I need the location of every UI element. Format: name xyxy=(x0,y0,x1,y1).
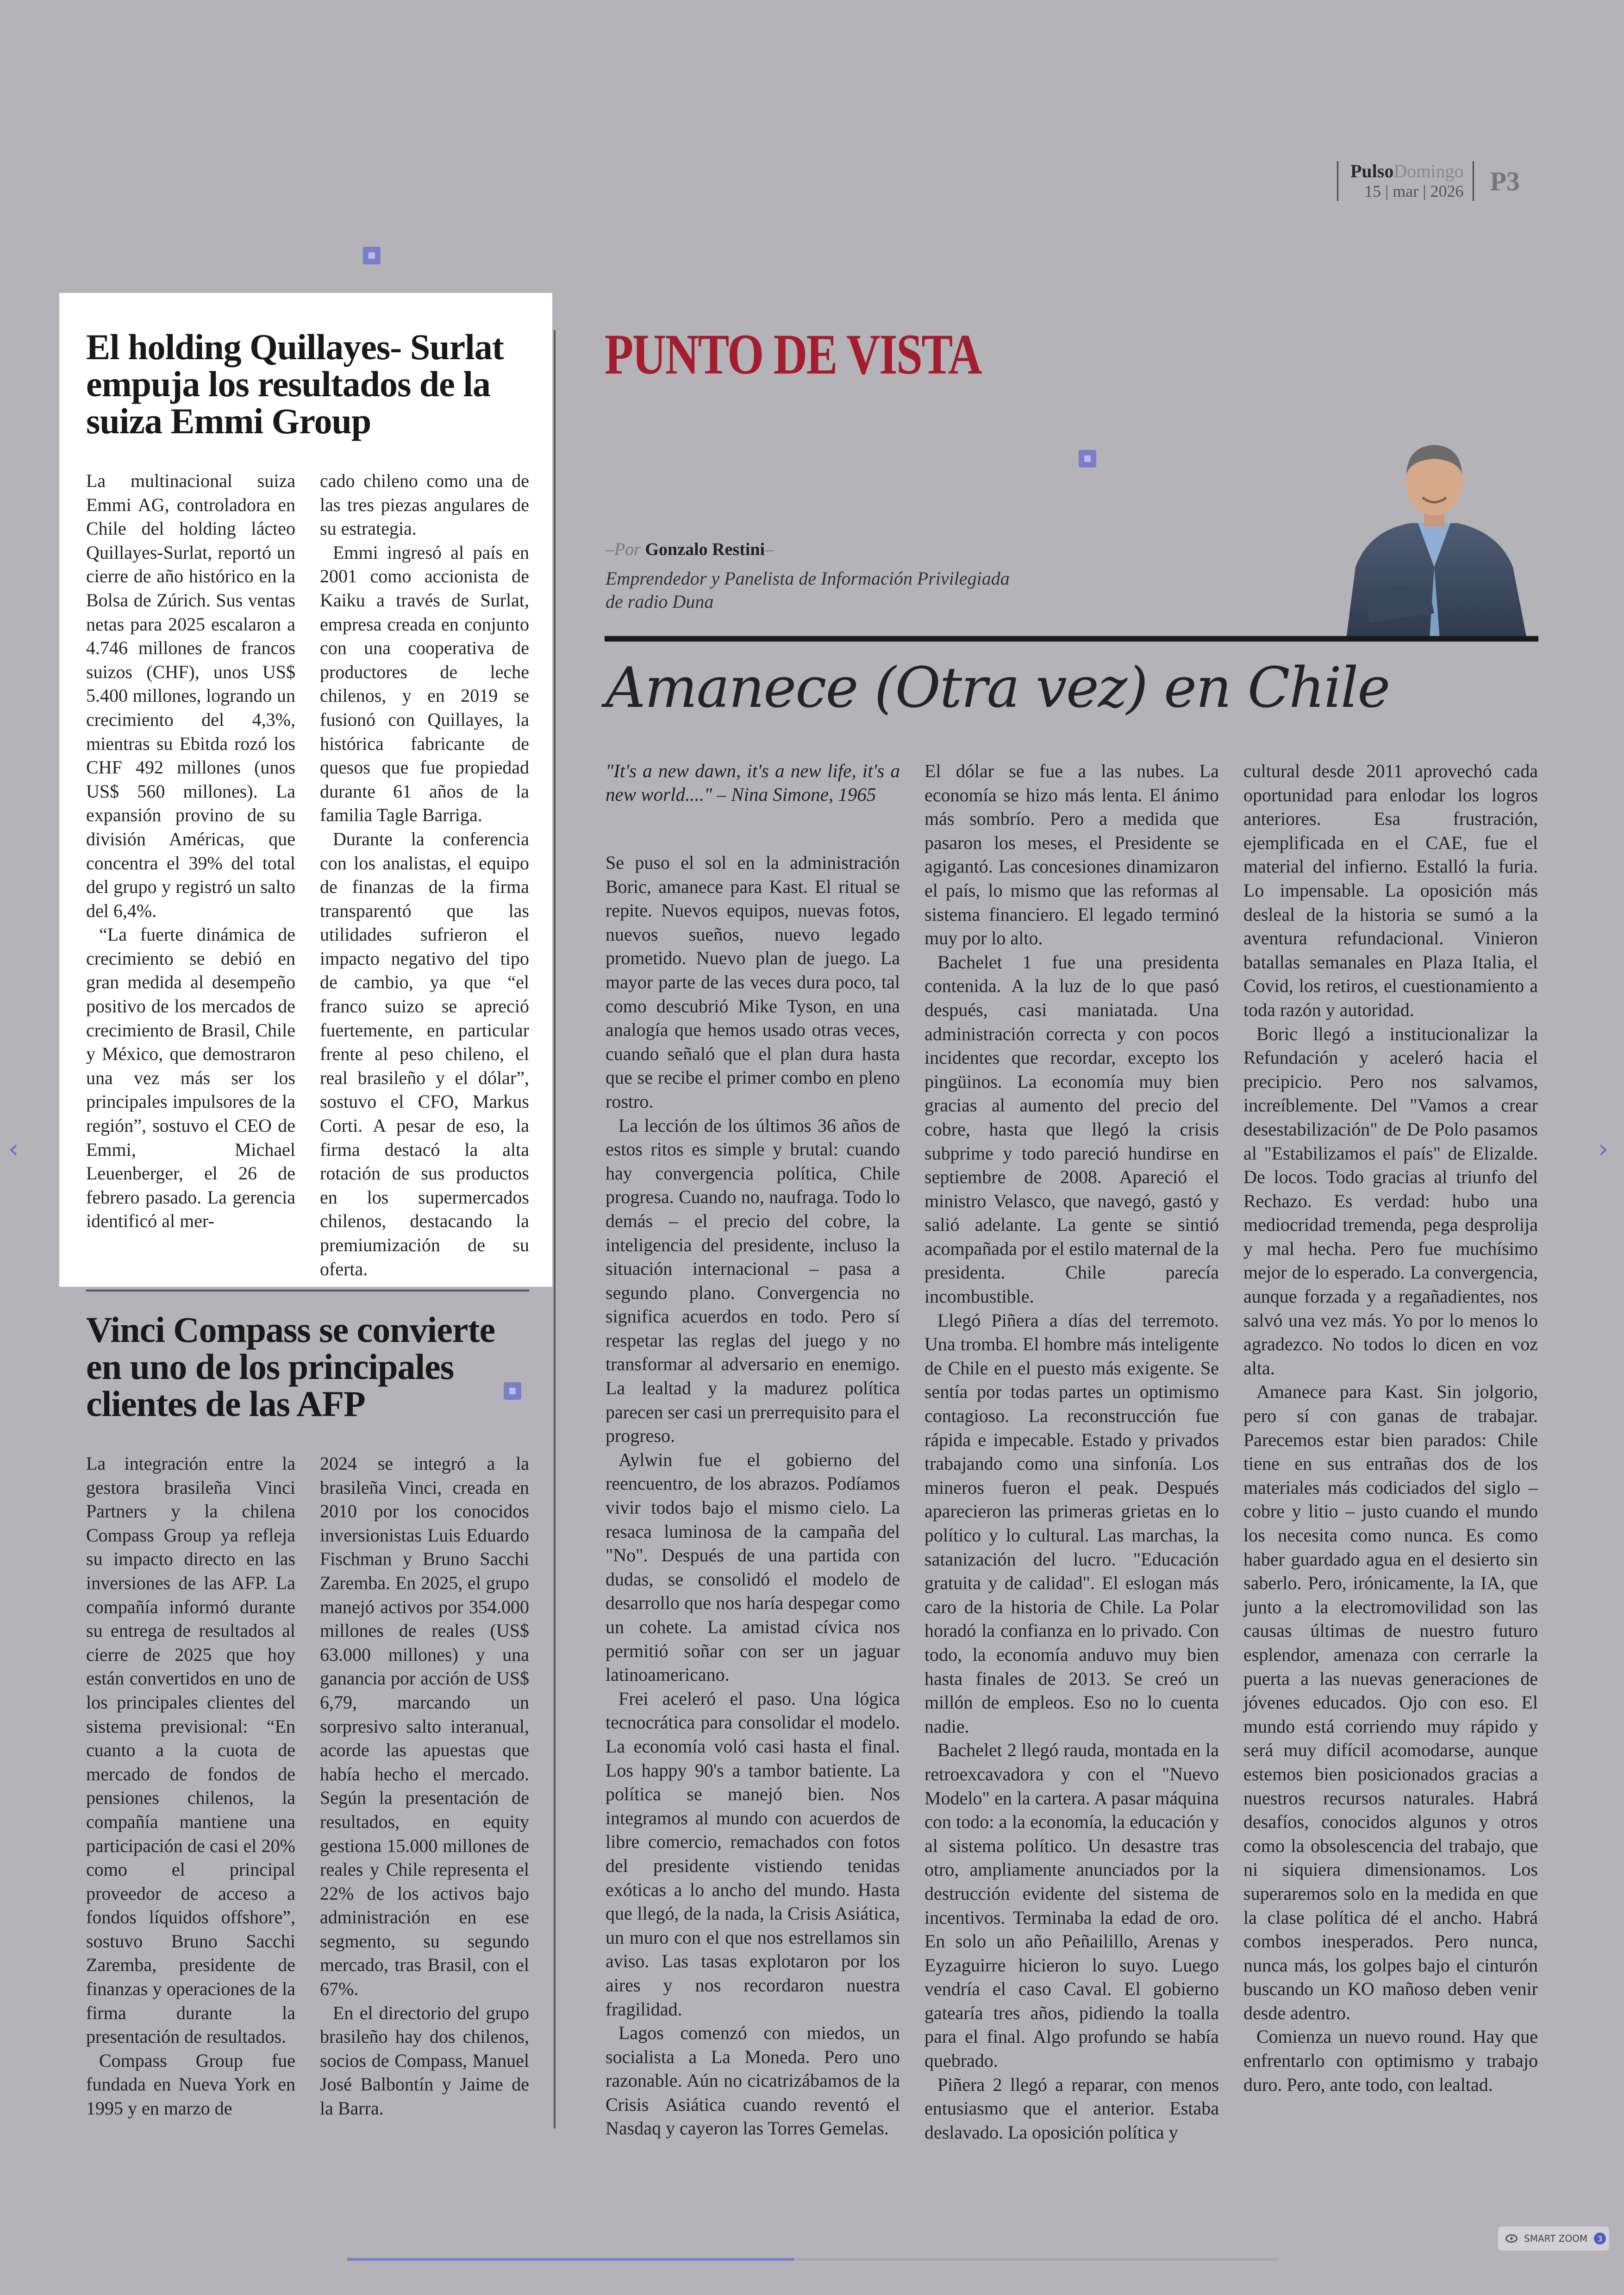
paragraph: Lagos comenzó con miedos, un socialista a La Moneda. Pero uno razonable. Aún no cicatrizábamos de la Crisis Asiática cuando reventó el Nasdaq y cayeron las Torres Gemelas. xyxy=(606,2022,900,2139)
paragraph: Piñera 2 llegó a reparar, con menos entusiasmo que el anterior. Estaba deslavado. La oposición política y xyxy=(924,2074,1219,2143)
divider xyxy=(86,1290,529,1291)
author-name: Gonzalo Restini xyxy=(645,540,765,559)
section-title: PUNTO DE VISTA xyxy=(605,323,981,386)
issue-date: 15 | mar | 2026 xyxy=(1364,182,1464,200)
article-column xyxy=(320,1452,529,2127)
paragraph: La multinacional suiza Emmi AG, controladora en Chile del holding lácteo Quillayes-Surlat, reportó un cierre de año histórico en la Bolsa de Zúrich. Sus ventas netas para 2025 escalaron a 4.746 millones de francos suizos (CHF), unos US$ 5.400 millones, logrando un crecimiento del 4,3%, mientras su Ebitda rozó los CHF 492 millones (unos US$ 560 millones). La expansión provino de su división Américas, que concentra el 39% del total del grupo y registró un salto del 6,4%. xyxy=(86,470,295,921)
divider xyxy=(605,636,1538,642)
article-title: Vinci Compass se convierte en uno de los principales clientes de las AFP xyxy=(86,1310,495,1424)
paragraph: Bachelet 1 fue una presidenta contenida. A la luz de lo que pasó después, casi maniatada. Una administración correcta y con pocos incidentes que recordar, excepto los pingüinos. La economía muy bien gracias al aumento del precio del cobre, hasta que llegó la crisis subprime y todo pareció hundirse en septiembre de 2008. Apareció el ministro Velasco, que navegó, gastó y salió adelante. La gente se sintió acompañada por el estilo maternal de la presidenta. Chile parecía incombustible. xyxy=(924,951,1219,1307)
paragraph: El dólar se fue a las nubes. La economía se hizo más lenta. El ánimo más sombrío. Pero a medida que pasaron los meses, el Presidente se agigantó. Las concesiones dinamizaron el país, lo mismo que las reformas al sistema financiero. El legado terminó muy por lo alto. xyxy=(924,761,1219,949)
article-column xyxy=(924,759,1219,2143)
article-column xyxy=(1243,759,1538,2129)
hotspot-marker[interactable] xyxy=(1079,450,1096,468)
article-title: El holding Quillayes- Surlat empuja los resultados de la suiza Emmi Group xyxy=(86,327,504,441)
smart-zoom-button[interactable] xyxy=(1498,2226,1609,2251)
article-body xyxy=(86,469,529,1279)
paragraph: Comienza un nuevo round. Hay que enfrentarlo con optimismo y trabajo duro. Pero, ante todo, con lealtad. xyxy=(1243,2026,1538,2095)
paragraph: La lección de los últimos 36 años de estos ritos es simple y brutal: cuando hay convergencia política, Chile progresa. Cuando no, naufraga. Todo lo demás – el precio del cobre, la inteligencia del presidente, incluso la situación internacional – pasa a segundo plano. Convergencia no significa acuerdos en todo. Pero sí respetar las reglas del juego y no transformar al adversario en enemigo. La lealtad y la madurez política parecen ser casi un prerrequisito para el progreso. xyxy=(606,1115,900,1447)
paragraph: Emmi ingresó al país en 2001 como accionista de Kaiku a través de Surlat, empresa creada en conjunto con una cooperativa de productores de leche chilenos, y en 2019 se fusionó con Quillayes, la histórica fabricante de quesos que fue propiedad durante 61 años de la familia Tagle Barriga. xyxy=(320,542,529,826)
paragraph: Amanece para Kast. Sin jolgorio, pero sí con ganas de trabajar. Parecemos estar bien parados: Chile tiene en sus entrañas dos de los materiales más codiciados del siglo – cobre y litio – justo cuando el mundo los necesita como nunca. Es como haber guardado agua en el desierto sin saberlo. Pero, irónicamente, la IA, que junto a la electromovilidad son las causas últimas de nuestro futuro esplendor, amenaza con cerrarle la puerta a las nuevas generaciones de jóvenes educados. Ojo con eso. El mundo está corriendo muy rápido y será muy difícil acomodarse, aunque estemos bien posicionados gracias a nuestros recursos naturales. Habrá desafíos, conocidos algunos y otros como la obsolescencia del trabajo, que ni siquiera dimensionamos. Los superaremos solo en la medida en que la clase política dé el ancho. Habrá combos inesperados. Pero nunca, nunca más, los golpes bajo el cinturón buscando un KO mañoso deben venir desde adentro. xyxy=(1243,1381,1538,2023)
paragraph: 2024 se integró a la brasileña Vinci, creada en 2010 por los conocidos inversionistas Luis Eduardo Fischman y Bruno Sacchi Zaremba. En 2025, el grupo manejó activos por 354.000 millones de reales (US$ 63.000 millones) y una ganancia por acción de US$ 6,79, marcando un sorpresivo salto interanual, acorde las apuestas que había hecho el mercado. Según la presentación de resultados, en equity gestiona 15.000 millones de reales y Chile representa el 22% de los activos bajo administración en ese segmento, su segundo mercado, tras Brasil, con el 67%. xyxy=(320,1453,529,2000)
author-role: Emprendedor y Panelista de Información Privilegiada de radio Duna xyxy=(606,568,1010,612)
article-column xyxy=(86,1452,295,2127)
article-body xyxy=(86,1452,529,2127)
paragraph: cultural desde 2011 aprovechó cada oportunidad para enlodar los logros anteriores. Esa frustración, ejemplificada en el CAE, fue el material del infierno. Estalló la furia. Lo impensable. La oposición más desleal de la historia se sumó a la aventura refundacional. Vinieron batallas semanales en Plaza Italia, el Covid, los retiros, el cuestionamiento a toda razón y autoridad. xyxy=(1243,761,1538,1020)
smart-zoom-count: 3 xyxy=(1594,2233,1606,2245)
article-column xyxy=(86,469,295,1265)
chevron-left-icon[interactable]: ‹ xyxy=(8,1134,19,1164)
chevron-right-icon[interactable]: › xyxy=(1598,1134,1609,1164)
article-column xyxy=(320,469,529,1279)
paragraph: Durante la conferencia con los analistas, el equipo de finanzas de la firma transparentó que las utilidades sufrieron el impacto negativo del tipo de cambio, ya que “el franco suizo se apreció fuertemente, en particular frente al peso chileno, el real brasileño y el dólar”, sostuvo el CFO, Markus Corti. A pesar de eso, la firma destacó la alta rotación de sus productos en los supermercados chilenos, destacando la premiumización de su oferta. xyxy=(320,828,529,1279)
page-info xyxy=(1337,160,1520,202)
paragraph: “La fuerte dinámica de crecimiento se debió en gran medida al desempeño positivo de los mercados de crecimiento de Brasil, Chile y México, que demostraron una vez más ser los principales impulsores de la región”, sostuvo el CEO de Emmi, Michael Leuenberger, el 26 de febrero pasado. La gerencia identificó al mer- xyxy=(86,924,295,1232)
paragraph: Aylwin fue el gobierno del reencuentro, de los abrazos. Podíamos vivir todos bajo el mismo cielo. La resaca luminosa de la campaña del "No". Después de una partida con dudas, se consolidó el modelo de desarrollo que nos haría despegar como un cohete. La amistad cívica nos permitió soñar con ser un jaguar latinoamericano. xyxy=(606,1449,900,1685)
paragraph: cado chileno como una de las tres piezas angulares de su estrategia. xyxy=(320,470,529,539)
epigraph: "It's a new dawn, it's a new life, it's a new world...." – Nina Simone, 1965 xyxy=(606,760,900,805)
paragraph: Se puso el sol en la administración Boric, amanece para Kast. El ritual se repite. Nuevos equipos, nuevas fotos, nuevos sueños, nuevo legado prometido. Nuevo plan de juego. La mayor parte de las veces dura poco, tal como descubrió Mike Tyson, en una analogía que hemos usado otras veces, cuando señaló que el plan dura hasta que se recibe el primer combo en pleno rostro. xyxy=(606,852,900,1112)
paragraph: Boric llegó a institucionalizar la Refundación y aceleró hacia el precipicio. Pero nos salvamos, increíblemente. Del "Vamos a crear desestabilización" de De Polo pasamos al "Estabilizamos el país" de Elizalde. De locos. Todo gracias al triunfo del Rechazo. Es verdad: hubo una mediocridad tremenda, pega desprolija y mal hecha. Pero fue muchísimo mejor de lo esperado. La convergencia, aunque forzada y a regañadientes, nos salvó una vez más. Yo por lo menos lo agradezco. No todos lo dicen en voz alta. xyxy=(1243,1023,1538,1378)
page-progress-fill xyxy=(347,2258,794,2261)
paragraph: Compass Group fue fundada en Nueva York en 1995 y en marzo de xyxy=(86,2050,295,2119)
paragraph: La integración entre la gestora brasileña Vinci Partners y la chilena Compass Group ya refleja su impacto directo en las inversiones de las AFP. La compañía informó durante su entrega de resultados al cierre de 2025 que hoy están convertidos en uno de los principales clientes del sistema previsional: “En cuanto a la cuota de mercado de fondos de pensiones chilenos, la compañía mantiene una participación de casi el 20% como el principal proveedor de acceso a fondos líquidos offshore”, sostuvo Bruno Sacchi Zaremba, presidente de finanzas y operaciones de la firma durante la presentación de resultados. xyxy=(86,1453,295,2047)
eye-icon xyxy=(1505,2234,1518,2243)
hotspot-marker[interactable] xyxy=(363,247,381,264)
opinion-body xyxy=(606,759,1538,2143)
smart-zoom-label: SMART ZOOM xyxy=(1524,2233,1588,2244)
paragraph: Frei aceleró el paso. Una lógica tecnocrática para consolidar el modelo. La economía voló casi hasta el final. Los happy 90's a tambor batiente. La política se manejó bien. Nos integramos al mundo con acuerdos de libre comercio, remachados con fotos del presidente vistiendo tenidas exóticas a lo ancho del mundo. Hasta que llegó, de la nada, la Crisis Asiática, un muro con el que nos estrellamos sin aviso. Las tasas explotaron por los aires y nos recordaron nuestra fragilidad. xyxy=(606,1688,900,2020)
paragraph: En el directorio del grupo brasileño hay dos chilenos, socios de Compass, Manuel José Balbontín y Jaime de la Barra. xyxy=(320,2002,529,2119)
column-divider xyxy=(554,330,556,2128)
author-photo xyxy=(1337,428,1531,639)
byline: –Por Gonzalo Restini– xyxy=(606,540,774,559)
paragraph: Bachelet 2 llegó rauda, montada en la retroexcavadora y con el "Nuevo Modelo" en la cartera. A pasar máquina con todo: a la economía, la educación y al sistema político. Un desastre tras otro, ampliamente anunciados por la destrucción evidente del sistema de incentivos. Terminaba la edad de oro. En solo un año Peñailillo, Arenas y Eyzaguirre hicieron lo suyo. Luego vendría el caso Caval. El gobierno gatearía tres años, pidiendo la toalla para el final. Algo profundo se había quebrado. xyxy=(924,1740,1219,2071)
opinion-title: Amanece (Otra vez) en Chile xyxy=(606,656,1390,720)
paragraph: Llegó Piñera a días del terremoto. Una tromba. El hombre más inteligente de Chile en el puesto más exigente. Se sentía por todas partes un optimismo contagioso. La reconstrucción fue rápida e impecable. Estado y privados trabajando como una sinfonía. Los mineros fueron el peak. Después aparecieron las primeras grietas en lo político y lo cultural. Las marchas, la satanización del lucro. "Educación gratuita y de calidad". El eslogan más caro de la historia de Chile. La Polar horadó la confianza en lo privado. Con todo, la economía anduvo muy bien hasta finales de 2013. Se creó un millón de empleos. Eso no lo cuenta nadie. xyxy=(924,1310,1219,1737)
page-number: P3 xyxy=(1490,166,1520,196)
article-column xyxy=(606,759,900,2139)
publication-brand: PulsoDomingo xyxy=(1350,161,1464,181)
